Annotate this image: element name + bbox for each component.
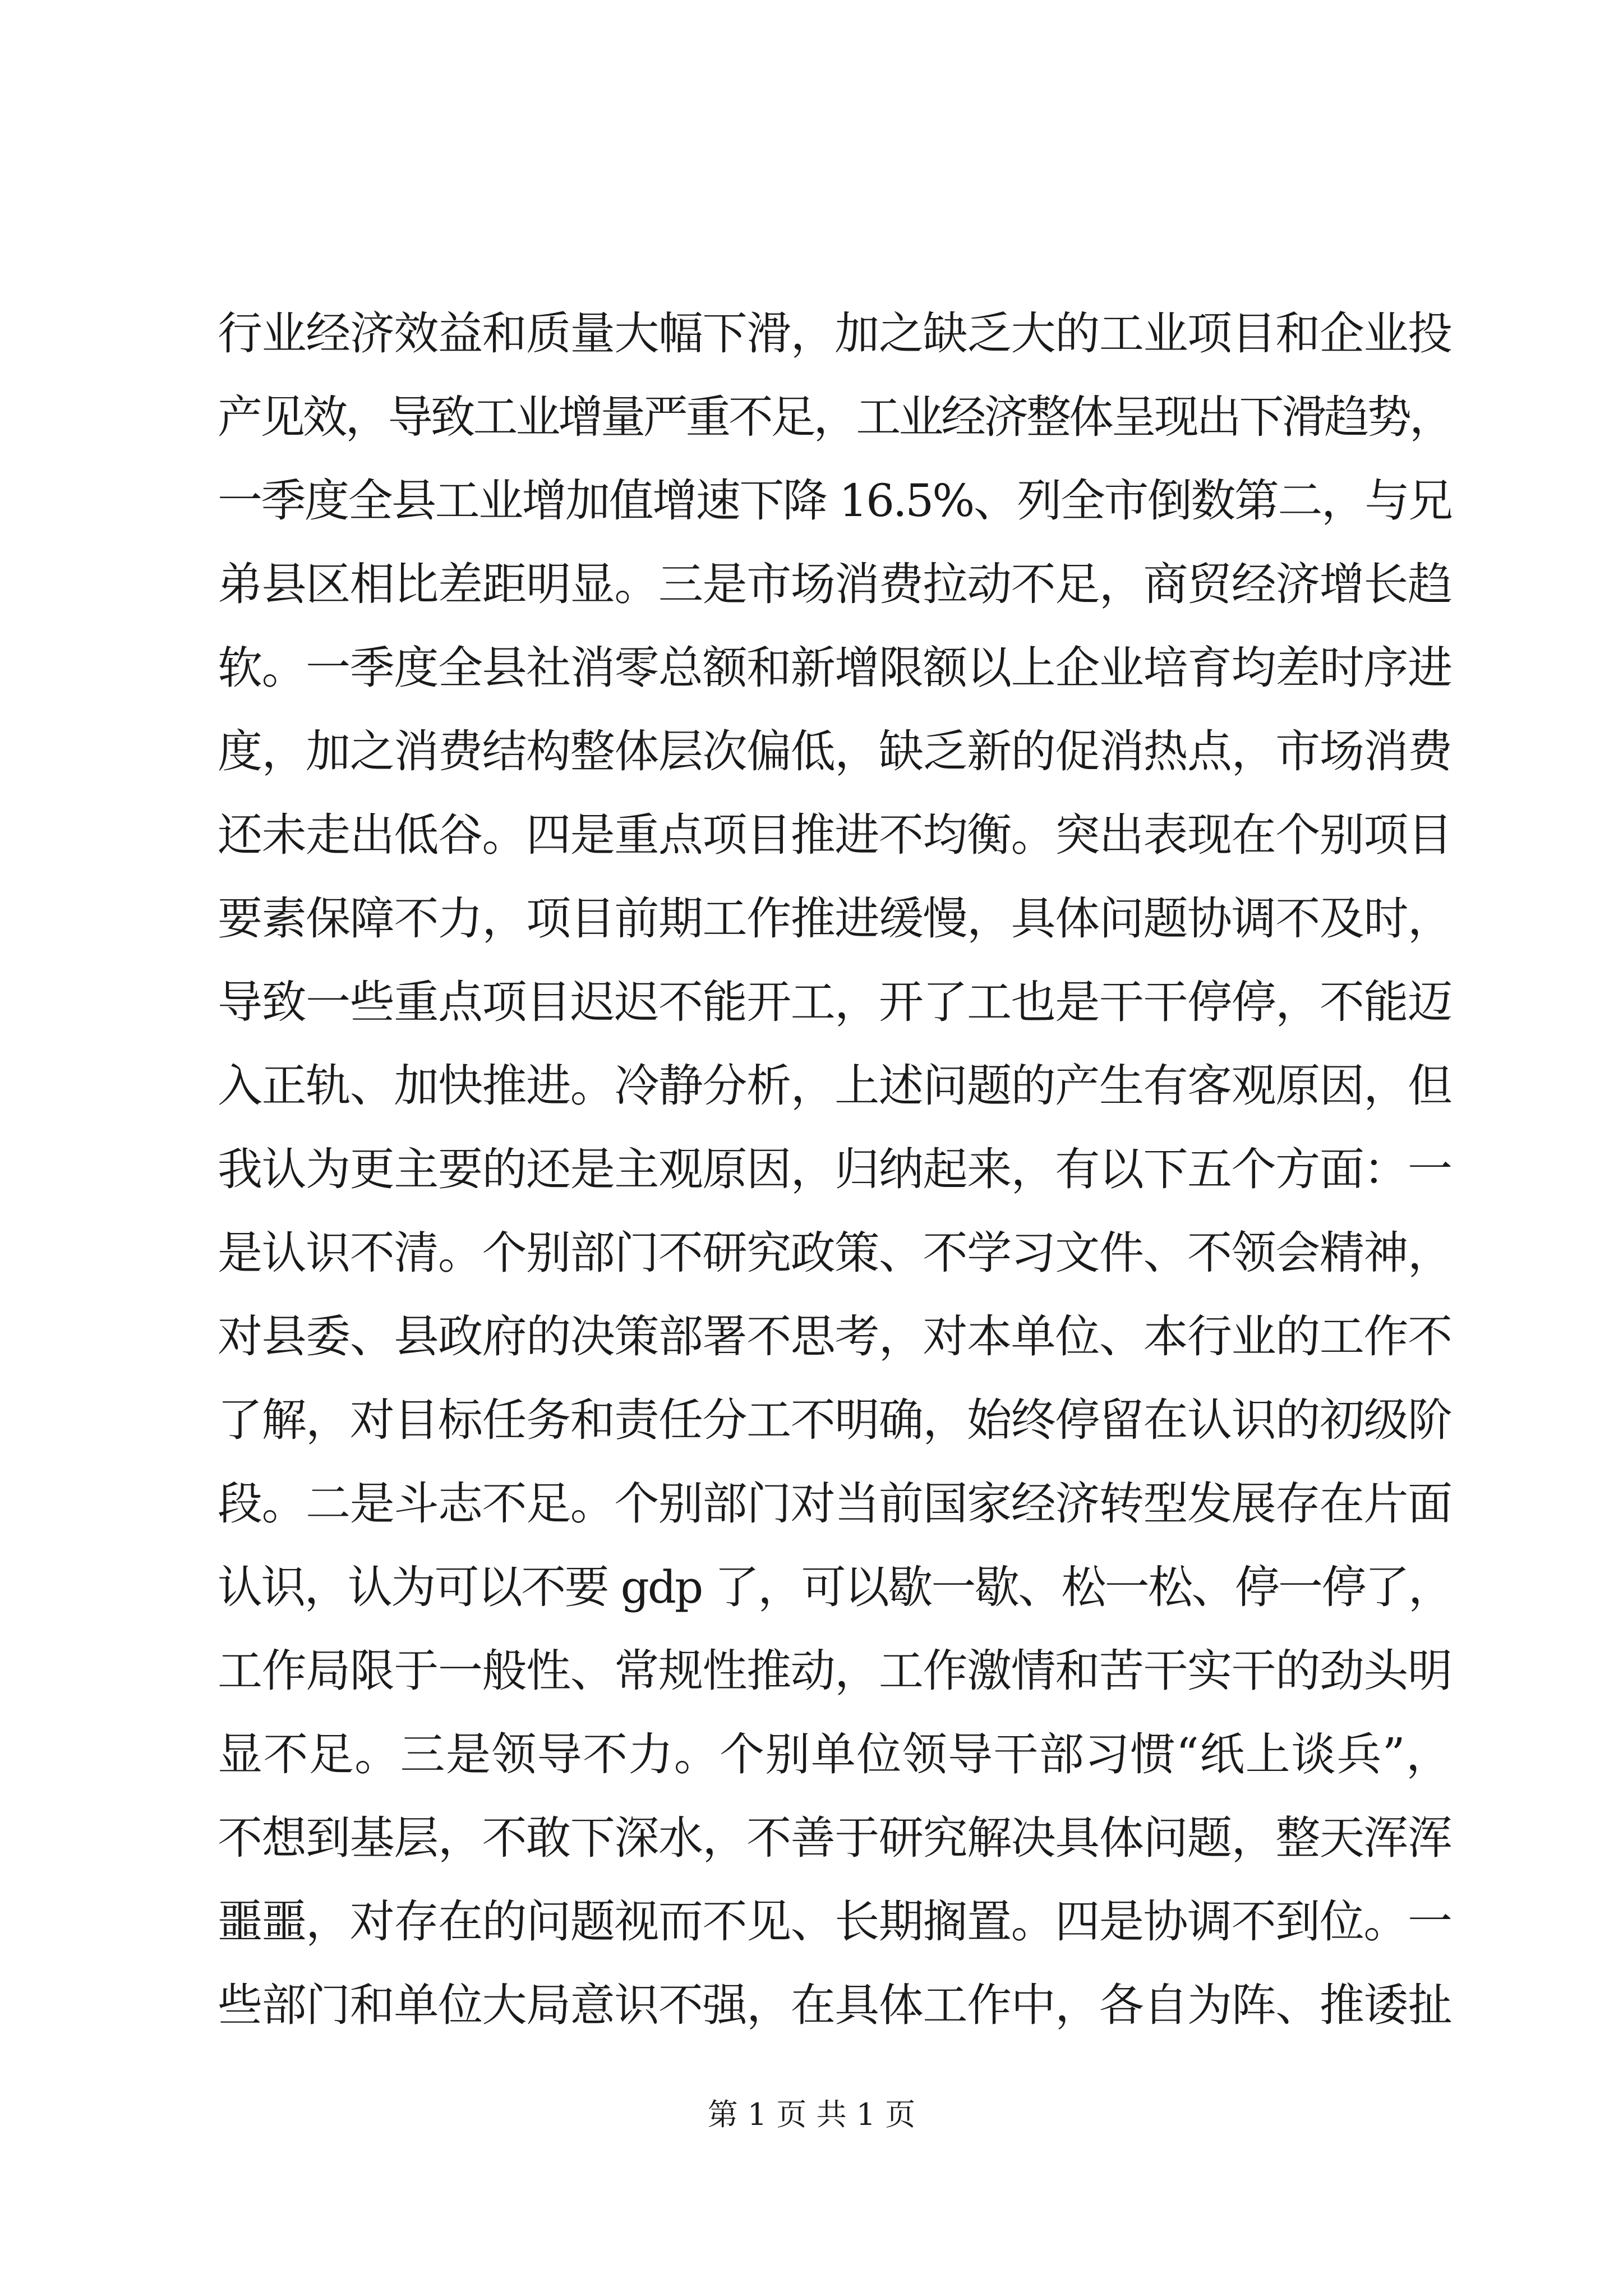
document-body <box>218 292 1451 2047</box>
body-line: 产见效，导致工业增量严重不足，工业经济整体呈现出下滑趋势， <box>218 391 1451 443</box>
body-line: 弟县区相比差距明显。三是市场消费拉动不足，商贸经济增长趋 <box>218 558 1451 610</box>
body-line: 还未走出低谷。四是重点项目推进不均衡。突出表现在个别项目 <box>218 809 1451 861</box>
body-line: 了解，对目标任务和责任分工不明确，始终停留在认识的初级阶 <box>218 1394 1451 1446</box>
body-line: 行业经济效益和质量大幅下滑，加之缺乏大的工业项目和企业投 <box>218 307 1451 360</box>
body-line: 认识，认为可以不要 gdp 了，可以歇一歇、松一松、停一停了， <box>218 1561 1451 1613</box>
body-line: 导致一些重点项目迟迟不能开工，开了工也是干干停停，不能迈 <box>218 976 1451 1028</box>
body-line: 一季度全县工业增加值增速下降 16.5%、列全市倒数第二，与兄 <box>218 475 1451 527</box>
body-line: 工作局限于一般性、常规性推动，工作激情和苦干实干的劲头明 <box>218 1645 1451 1697</box>
body-line: 显不足。三是领导不力。个别单位领导干部习惯“纸上谈兵”， <box>218 1728 1451 1780</box>
body-line: 对县委、县政府的决策部署不思考，对本单位、本行业的工作不 <box>218 1310 1451 1363</box>
body-line: 不想到基层，不敢下深水，不善于研究解决具体问题，整天浑浑 <box>218 1812 1451 1864</box>
body-line: 噩噩，对存在的问题视而不见、长期搁置。四是协调不到位。一 <box>218 1895 1451 1948</box>
body-line: 要素保障不力，项目前期工作推进缓慢，具体问题协调不及时， <box>218 892 1451 945</box>
body-line: 入正轨、加快推进。冷静分析，上述问题的产生有客观原因，但 <box>218 1060 1451 1112</box>
body-line: 些部门和单位大局意识不强，在具体工作中，各自为阵、推诿扯 <box>218 1979 1451 2031</box>
body-line: 软。一季度全县社消零总额和新增限额以上企业培育均差时序进 <box>218 642 1451 694</box>
page-footer: 第 1 页 共 1 页 <box>707 2097 916 2132</box>
body-line: 我认为更主要的还是主观原因，归纳起来，有以下五个方面：一 <box>218 1143 1451 1195</box>
body-line: 是认识不清。个别部门不研究政策、不学习文件、不领会精神， <box>218 1227 1451 1279</box>
body-line: 段。二是斗志不足。个别部门对当前国家经济转型发展存在片面 <box>218 1478 1451 1530</box>
body-line: 度，加之消费结构整体层次偏低，缺乏新的促消热点，市场消费 <box>218 725 1451 777</box>
